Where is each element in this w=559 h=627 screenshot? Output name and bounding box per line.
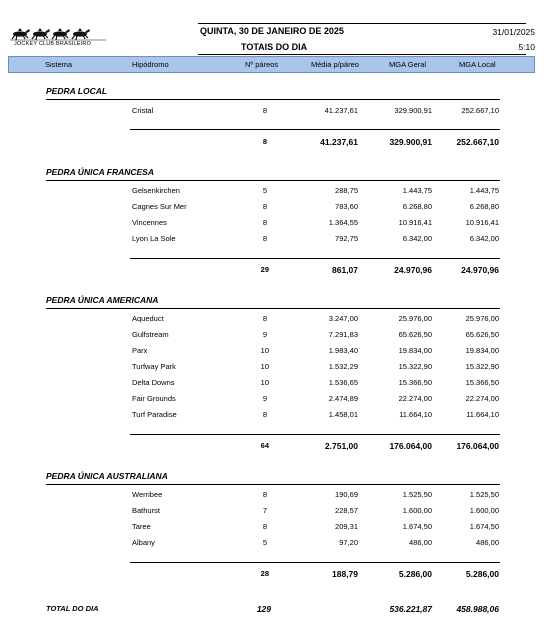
cell-hipodromo: Bathurst <box>132 506 160 515</box>
cell-mga-local: 1.443,75 <box>469 186 499 195</box>
header-top-rule <box>198 23 526 24</box>
subtotal-pareos: 8 <box>262 137 267 146</box>
cell-hipodromo: Gulfstream <box>132 330 169 339</box>
section-rule <box>46 180 500 181</box>
print-time: 5:10 <box>518 42 535 52</box>
cell-pareos: 8 <box>262 522 267 531</box>
cell-mga-local: 19.834,00 <box>465 346 499 355</box>
subtotal-media: 861,07 <box>332 265 358 275</box>
cell-media: 2.474,89 <box>328 394 358 403</box>
cell-pareos: 8 <box>262 234 267 243</box>
table-row <box>0 394 559 406</box>
cell-mga-geral: 19.834,00 <box>398 346 432 355</box>
subtotal-pareos: 64 <box>260 441 269 450</box>
cell-media: 209,31 <box>335 522 358 531</box>
cell-media: 792,75 <box>335 234 358 243</box>
subtotal-media: 188,79 <box>332 569 358 579</box>
cell-mga-local: 252.667,10 <box>461 106 499 115</box>
cell-hipodromo: Turfway Park <box>132 362 176 371</box>
cell-media: 3.247,00 <box>328 314 358 323</box>
cell-media: 41.237,61 <box>324 106 358 115</box>
header-bottom-rule <box>198 54 526 55</box>
grand-total-mga-geral: 536.221,87 <box>389 604 432 614</box>
cell-pareos: 10 <box>260 346 269 355</box>
cell-pareos: 5 <box>262 538 267 547</box>
col-mga-geral: MGA Geral <box>389 60 427 69</box>
cell-mga-local: 15.322,90 <box>465 362 499 371</box>
cell-mga-local: 1.600,00 <box>469 506 499 515</box>
cell-media: 1.983,40 <box>328 346 358 355</box>
cell-mga-geral: 1.600,00 <box>402 506 432 515</box>
subtotal-row <box>0 265 559 277</box>
cell-hipodromo: Werribee <box>132 490 163 499</box>
cell-hipodromo: Parx <box>132 346 148 355</box>
cell-mga-geral: 22.274,00 <box>398 394 432 403</box>
col-mga-local: MGA Local <box>459 60 496 69</box>
subtotal-mga-local: 5.286,00 <box>465 569 499 579</box>
cell-media: 1.536,65 <box>328 378 358 387</box>
table-row <box>0 106 559 118</box>
cell-media: 228,57 <box>335 506 358 515</box>
cell-pareos: 8 <box>262 106 267 115</box>
col-media: Média p/páreo <box>311 60 359 69</box>
cell-media: 1.458,01 <box>328 410 358 419</box>
cell-media: 288,75 <box>335 186 358 195</box>
cell-mga-local: 10.916,41 <box>465 218 499 227</box>
cell-pareos: 7 <box>262 506 267 515</box>
cell-pareos: 9 <box>262 330 267 339</box>
cell-mga-geral: 486,00 <box>409 538 432 547</box>
cell-media: 783,60 <box>335 202 358 211</box>
report-subtitle: TOTAIS DO DIA <box>241 42 308 52</box>
column-header-bar <box>8 56 535 73</box>
cell-mga-local: 22.274,00 <box>465 394 499 403</box>
subtotal-mga-geral: 176.064,00 <box>389 441 432 451</box>
section-rule <box>46 308 500 309</box>
cell-mga-geral: 6.342,00 <box>402 234 432 243</box>
table-row <box>0 506 559 518</box>
section-title: PEDRA ÚNICA FRANCESA <box>46 167 154 177</box>
grand-total-label: TOTAL DO DIA <box>46 604 99 613</box>
cell-mga-local: 25.976,00 <box>465 314 499 323</box>
table-row <box>0 490 559 502</box>
cell-hipodromo: Taree <box>132 522 151 531</box>
cell-pareos: 8 <box>262 218 267 227</box>
subtotal-row <box>0 137 559 149</box>
cell-pareos: 8 <box>262 490 267 499</box>
cell-pareos: 10 <box>260 378 269 387</box>
table-row <box>0 330 559 342</box>
subtotal-rule <box>130 562 500 563</box>
col-pareos: Nº páreos <box>245 60 279 69</box>
logo-text: JOCKEY CLUB BRASILEIRO <box>14 41 92 47</box>
section-title: PEDRA ÚNICA AUSTRALIANA <box>46 471 168 481</box>
cell-pareos: 8 <box>262 314 267 323</box>
cell-mga-geral: 1.525,50 <box>402 490 432 499</box>
grand-total-pareos: 129 <box>256 604 271 614</box>
subtotal-mga-local: 24.970,96 <box>461 265 499 275</box>
subtotal-mga-geral: 24.970,96 <box>394 265 432 275</box>
table-row <box>0 314 559 326</box>
section-title: PEDRA LOCAL <box>46 86 108 96</box>
cell-pareos: 8 <box>262 410 267 419</box>
subtotal-mga-geral: 329.900,91 <box>389 137 432 147</box>
table-row <box>0 410 559 422</box>
subtotal-row <box>0 441 559 453</box>
cell-mga-geral: 10.916,41 <box>398 218 432 227</box>
table-row <box>0 202 559 214</box>
cell-media: 7.291,83 <box>328 330 358 339</box>
grand-total-mga-local: 458.988,06 <box>456 604 499 614</box>
subtotal-pareos: 28 <box>260 569 269 578</box>
cell-mga-local: 1.674,50 <box>469 522 499 531</box>
cell-hipodromo: Vincennes <box>132 218 167 227</box>
cell-hipodromo: Delta Downs <box>132 378 175 387</box>
cell-mga-geral: 6.268,80 <box>402 202 432 211</box>
cell-mga-local: 15.366,50 <box>465 378 499 387</box>
cell-hipodromo: Lyon La Sole <box>132 234 176 243</box>
cell-mga-local: 65.626,50 <box>465 330 499 339</box>
cell-mga-local: 1.525,50 <box>469 490 499 499</box>
subtotal-mga-local: 176.064,00 <box>456 441 499 451</box>
cell-hipodromo: Albany <box>132 538 155 547</box>
cell-pareos: 10 <box>260 362 269 371</box>
cell-pareos: 9 <box>262 394 267 403</box>
cell-mga-geral: 329.900,91 <box>394 106 432 115</box>
cell-mga-local: 11.664,10 <box>466 410 499 419</box>
table-row <box>0 378 559 390</box>
cell-mga-geral: 25.976,00 <box>398 314 432 323</box>
table-row <box>0 218 559 230</box>
cell-hipodromo: Fair Grounds <box>132 394 176 403</box>
cell-hipodromo: Cristal <box>132 106 154 115</box>
cell-mga-geral: 1.674,50 <box>402 522 432 531</box>
section-title: PEDRA ÚNICA AMERICANA <box>46 295 159 305</box>
col-sistema: Sistema <box>45 60 73 69</box>
cell-mga-geral: 15.366,50 <box>398 378 432 387</box>
cell-mga-local: 486,00 <box>476 538 499 547</box>
print-date: 31/01/2025 <box>492 27 535 37</box>
subtotal-rule <box>130 434 500 435</box>
cell-mga-geral: 11.664,10 <box>399 410 432 419</box>
report-date-title: QUINTA, 30 DE JANEIRO DE 2025 <box>200 26 344 36</box>
table-row <box>0 186 559 198</box>
cell-hipodromo: Aqueduct <box>132 314 164 323</box>
cell-media: 1.364,55 <box>328 218 358 227</box>
subtotal-mga-local: 252.667,10 <box>456 137 499 147</box>
cell-mga-geral: 65.626,50 <box>398 330 432 339</box>
col-hipodromo: Hipódromo <box>132 60 169 69</box>
section-rule <box>46 99 500 100</box>
subtotal-media: 2.751,00 <box>324 441 358 451</box>
subtotal-pareos: 29 <box>260 265 269 274</box>
cell-pareos: 5 <box>262 186 267 195</box>
table-row <box>0 362 559 374</box>
subtotal-rule <box>130 258 500 259</box>
cell-media: 97,20 <box>339 538 358 547</box>
cell-mga-local: 6.342,00 <box>469 234 499 243</box>
subtotal-row <box>0 569 559 581</box>
cell-hipodromo: Gelsenkirchen <box>132 186 180 195</box>
section-rule <box>46 484 500 485</box>
table-row <box>0 538 559 550</box>
cell-mga-geral: 1.443,75 <box>402 186 432 195</box>
table-row <box>0 234 559 246</box>
subtotal-mga-geral: 5.286,00 <box>398 569 432 579</box>
cell-mga-local: 6.268,80 <box>469 202 499 211</box>
table-row <box>0 522 559 534</box>
table-row <box>0 346 559 358</box>
grand-total-row <box>0 604 559 616</box>
cell-mga-geral: 15.322,90 <box>398 362 432 371</box>
cell-pareos: 8 <box>262 202 267 211</box>
cell-media: 1.532,29 <box>328 362 358 371</box>
cell-hipodromo: Cagnes Sur Mer <box>132 202 187 211</box>
subtotal-rule <box>130 129 500 130</box>
subtotal-media: 41.237,61 <box>320 137 358 147</box>
cell-hipodromo: Turf Paradise <box>132 410 177 419</box>
cell-media: 190,69 <box>335 490 358 499</box>
